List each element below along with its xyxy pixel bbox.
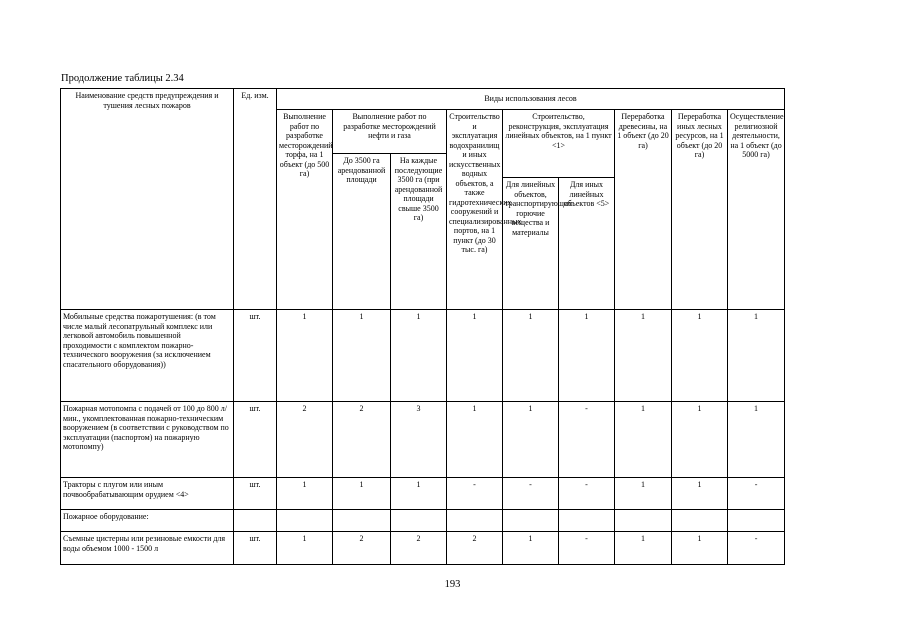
row-value: - <box>728 478 785 510</box>
row-value <box>503 510 559 532</box>
row-value: 1 <box>333 478 391 510</box>
row-value: - <box>447 478 503 510</box>
table-row <box>61 478 785 510</box>
row-value: 1 <box>447 402 503 478</box>
row-value: 1 <box>277 478 333 510</box>
header-linear-objects: Строительство, реконструкция, эксплуатация линейных объектов, на 1 пункт <1> <box>503 110 615 178</box>
row-value: 1 <box>728 402 785 478</box>
row-unit: шт. <box>234 478 277 510</box>
row-value: 1 <box>615 402 672 478</box>
row-value <box>728 510 785 532</box>
row-value: - <box>503 478 559 510</box>
row-value: 1 <box>615 532 672 565</box>
row-value: - <box>559 478 615 510</box>
header-oil-gas-each-next-3500: На каждые последующие 3500 га (при арендованной площади свыше 3500 га) <box>391 154 447 310</box>
row-value: 2 <box>391 532 447 565</box>
table-row <box>61 510 785 532</box>
row-value: 1 <box>615 478 672 510</box>
row-value: 1 <box>559 310 615 402</box>
header-other-resources: Переработка иных лесных ресурсов, на 1 объект (до 20 га) <box>672 110 728 310</box>
row-name: Пожарное оборудование: <box>61 510 234 532</box>
row-value: 1 <box>503 310 559 402</box>
row-value: 1 <box>503 402 559 478</box>
page-number: 193 <box>444 579 461 590</box>
row-name: Съемные цистерны или резиновые емкости для воды объемом 1000 - 1500 л <box>61 532 234 565</box>
row-value: 1 <box>728 310 785 402</box>
row-value: 2 <box>333 402 391 478</box>
row-value: 1 <box>333 310 391 402</box>
row-value: 1 <box>391 478 447 510</box>
norms-table <box>60 88 785 565</box>
header-wood-processing: Переработка древесины, на 1 объект (до 20 га) <box>615 110 672 310</box>
row-value: - <box>559 402 615 478</box>
row-value: 1 <box>672 402 728 478</box>
row-unit: шт. <box>234 532 277 565</box>
header-oil-gas: Выполнение работ по разработке месторождений нефти и газа <box>333 110 447 154</box>
row-value: 1 <box>672 532 728 565</box>
row-value <box>559 510 615 532</box>
header-oil-gas-up-to-3500: До 3500 га арендованной площади <box>333 154 391 310</box>
row-unit <box>234 510 277 532</box>
row-unit: шт. <box>234 310 277 402</box>
table-row <box>61 402 785 478</box>
row-value <box>447 510 503 532</box>
table-caption: Продолжение таблицы 2.34 <box>61 73 184 84</box>
row-value: 1 <box>615 310 672 402</box>
header-reservoirs: Строительство и эксплуатация водохранилищ и иных искусственных водных объектов, а также гидротехнических сооружений и специализированных портов, на 1 пункт (до 30 тыс. га) <box>447 110 503 310</box>
row-value: 2 <box>447 532 503 565</box>
row-name: Мобильные средства пожаротушения: (в том числе малый лесопатрульный комплекс или легковой автомобиль повышенной проходимости с комплектом пожарно-технического вооружения (за исключением спасательного оборудования)) <box>61 310 234 402</box>
header-linear-other: Для иных линейных объектов <5> <box>559 178 615 310</box>
row-value: 1 <box>277 532 333 565</box>
header-name-column: Наименование средств предупреждения и тушения лесных пожаров <box>61 89 234 310</box>
row-value: 2 <box>277 402 333 478</box>
row-value: 1 <box>672 310 728 402</box>
row-value <box>333 510 391 532</box>
row-value: 1 <box>672 478 728 510</box>
row-value: 1 <box>503 532 559 565</box>
row-value: 3 <box>391 402 447 478</box>
row-name: Тракторы с плугом или иным почвообрабатывающим орудием <4> <box>61 478 234 510</box>
row-value: - <box>728 532 785 565</box>
row-value: - <box>559 532 615 565</box>
row-value: 1 <box>277 310 333 402</box>
row-value: 2 <box>333 532 391 565</box>
row-value <box>672 510 728 532</box>
header-linear-flammable: Для линейных объектов, транспортирующих горючие вещества и материалы <box>503 178 559 310</box>
row-unit: шт. <box>234 402 277 478</box>
row-value: 1 <box>391 310 447 402</box>
table-row <box>61 532 785 565</box>
row-value <box>277 510 333 532</box>
row-value <box>391 510 447 532</box>
header-peat: Выполнение работ по разработке месторождений торфа, на 1 объект (до 500 га) <box>277 110 333 310</box>
header-religious-activity: Осуществление религиозной деятельности, на 1 объект (до 5000 га) <box>728 110 785 310</box>
header-forest-use-types: Виды использования лесов <box>277 89 785 110</box>
row-name: Пожарная мотопомпа с подачей от 100 до 800 л/мин., укомплектованная пожарно-техническим вооружением (в соответствии с руководством по эксплуатации (паспортом) на пожарную мотопомпу) <box>61 402 234 478</box>
table-row <box>61 310 785 402</box>
header-unit-column: Ед. изм. <box>234 89 277 310</box>
row-value: 1 <box>447 310 503 402</box>
row-value <box>615 510 672 532</box>
